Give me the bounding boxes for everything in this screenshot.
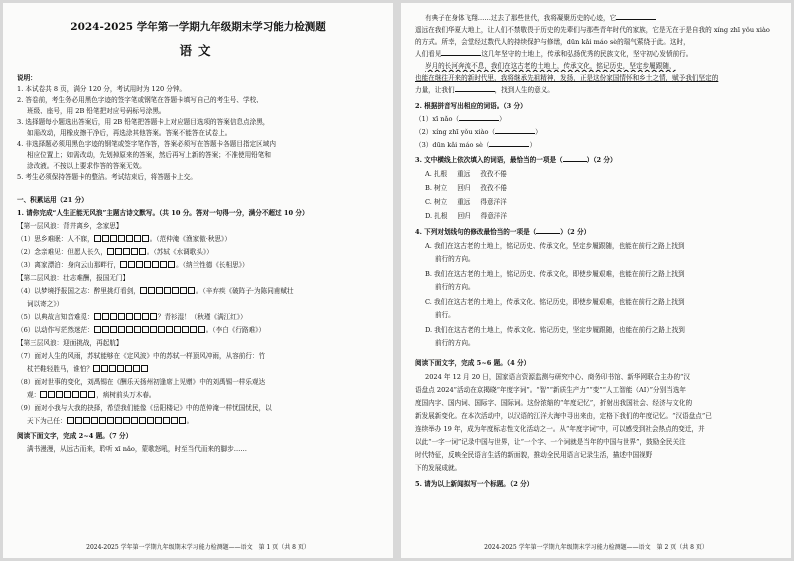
passage-line: 也能在继往开来的新时代里，我将继承先祖精神，发扬，正是这份家国情怀和乡土之情，赋予我们坚定的	[415, 74, 719, 82]
pinyin-item: （1）xī nǎo（ ）	[415, 115, 506, 123]
layer-heading: 【第二层风浪：壮志难酬，报国无门】	[17, 274, 130, 282]
option-c[interactable]: C. 树立 重远 得意洋洋	[425, 198, 507, 206]
fill-item-3: （3）离家漂泊：身向云山那畔行， 。（纳兰性德《长相思》）	[17, 261, 249, 269]
answer-blank[interactable]	[455, 85, 495, 92]
fill-item-4: （4）以梦境抒报国之志：醉里挑灯看剑， 。（辛弃疾《破阵子·为陈同甫赋壮	[17, 287, 294, 295]
news-line: 连续举办 19 年，成为年度标志性文化活动之一。从“年度字词”中，可以感受到社会热点的变迁，并	[415, 425, 705, 433]
option-a[interactable]: A. 扎根 重远 孜孜不倦	[425, 170, 507, 178]
note-line: 2. 答卷前，考生务必用黑色字迹的签字笔或钢笔在答题卡填写自己的考生号、学校、	[17, 96, 263, 104]
option-a-cont: 前行的方向。	[435, 255, 475, 263]
exam-page-1	[3, 3, 393, 558]
fill-item-7-cont: 杖芒鞋轻胜马，谁怕？	[27, 364, 381, 375]
note-line: 1. 本试卷共 8 页，满分 120 分，考试用时为 120 分钟。	[17, 85, 187, 93]
answer-box[interactable]	[140, 287, 147, 294]
fill-item-9-cont: 天下为己任： 。	[27, 417, 194, 425]
pinyin-item: （3）dūn kǎi máo sè（ ）	[415, 141, 537, 149]
reading-heading: 阅读下面文字，完成 5~6 题。（4 分）	[415, 359, 531, 367]
note-line: 涂改液。不按以上要求作答的答案无效。	[27, 162, 146, 170]
note-line: 如需改动，用橡皮擦干净后，再选涂其他答案。答案不能答在试卷上。	[27, 129, 232, 137]
passage-line: 的方式。所幸，会堂经过数代人的持续保护与修缮，dūn kǎi máo sè的瑞气萦绕于此。这时，	[415, 38, 690, 46]
fill-item-5: （5）以典故言知音难觅： ？青衫湿！（秋瑾《满江红》）	[17, 313, 247, 321]
answer-box[interactable]	[94, 313, 101, 320]
note-line: 5. 考生必须保持答题卡的整洁。考试结束后，将答题卡上交。	[17, 173, 197, 181]
news-line: 度国内字、国内词、国际字、国际词。这份浓缩的“年度记忆”，折射出我国社会、经济与文化的	[415, 399, 693, 407]
reading-heading: 阅读下面文字，完成 2~4 题。（7 分）	[17, 432, 133, 440]
answer-box[interactable]	[94, 326, 101, 333]
news-line: 以此“一字一词”记录中国与世界，让“一个字、一个词就是当年的中国与世界”，鼓励全民关注	[415, 438, 686, 446]
passage-line: 有典子在身体飞翔……过去了那些世代，我将凝聚历史的心迹，它	[425, 13, 779, 24]
layer-heading: 【第一层风浪：背井离乡，念家思】	[17, 222, 123, 230]
answer-box[interactable]	[107, 248, 114, 255]
notes-heading: 说明：	[17, 74, 37, 82]
fill-item-2: （2）念亲难见：但愿人长久， 。（苏轼《水调歌头》）	[17, 248, 213, 256]
option-b[interactable]: B. 我们在这古老的土地上，铭记历史、传承文化，即使步履艰难，也能在前行之路上找到	[425, 270, 685, 278]
layer-heading: 【第三层风浪：迎面挑战，再起航】	[17, 339, 123, 347]
section-heading: 一、积累运用（21 分）	[17, 196, 88, 204]
fill-item-7: （7）面对人生的风雨，苏轼能够在《定风波》中的苏轼一样顶风冲雨，从容前行：竹	[17, 352, 266, 360]
answer-blank[interactable]	[616, 13, 656, 20]
passage-line: 力量，让我们 ，找到人生的意义。	[415, 86, 554, 94]
question-4: 4. 下列对划线句的修改最恰当的一项是（ ）（2 分）	[415, 228, 591, 236]
answer-box[interactable]	[67, 417, 74, 424]
fill-item-1: （1）思乡难眠：人不寐， 。（范仲淹《渔家傲·秋思》）	[17, 235, 231, 243]
page-footer: 2024-2025 学年第一学期九年级期末学习能力检测题——语文 第 1 页（共 8 页）	[86, 544, 310, 551]
question-5: 5. 请为以上新闻拟写一个标题。（2 分）	[415, 480, 534, 488]
question-2: 2. 根据拼音写出相应的词语。（3 分）	[415, 102, 527, 110]
passage-line-underlined: 岁月的长河奔流不息，我们在这古老的土地上，传承文化，铭记历史，坚定步履跟随，	[425, 62, 676, 70]
note-line: 班级、座号，用 2B 铅笔把对应号码标号涂黑。	[27, 107, 166, 115]
question-3: 3. 文中横线上依次填入的词语，最恰当的一项是（ ）（2 分）	[415, 156, 617, 164]
answer-blank[interactable]	[563, 155, 587, 162]
note-line: 3. 选择题每小题选出答案后，用 2B 铅笔把答题卡上对应题目选项的答案信息点涂黑，	[17, 118, 270, 126]
option-c-cont: 前行。	[435, 311, 455, 319]
option-c[interactable]: C. 我们在这古老的土地上，传承文化、铭记历史，即使步履艰难，也能在前行之路上找到	[425, 298, 685, 306]
fill-item-9: （9）面对小我与大我的抉择，希望我们能像《岳阳楼记》中的范仲淹一样忧国忧民，以	[17, 404, 272, 412]
news-line: 下的发展成就。	[415, 464, 462, 472]
news-line: 语盘点 2024”活动在京揭晓“年度字词”。“智”“新质生产力”“变”“人工智能（AI）”分别当选年	[415, 386, 687, 394]
option-d[interactable]: D. 我们在这古老的土地上，传承文化、铭记历史，坚定步履跟随，也能在前行之路上找到	[425, 326, 685, 334]
page-footer: 2024-2025 学年第一学期九年级期末学习能力检测题——语文 第 2 页（共 8 页）	[484, 544, 708, 551]
answer-box[interactable]	[94, 235, 101, 242]
news-line: 新发展新变化。在本次活动中，以汉语的江洋大海中寻出来由，定格下我们的年度记忆。“汉语盘点”已	[415, 412, 712, 420]
exam-page-2	[401, 3, 791, 558]
note-line: 相应位置上；如需改动，先划掉原来的答案，然后再写上新的答案；不准使用铅笔和	[27, 151, 271, 159]
passage-line: 遥远在我们华夏大地上，让人们不禁敬畏于历史的先辈们与那些青年时代的家族，它是无在于是自我的 xíng zhī yǒu xiào	[415, 26, 770, 34]
fill-item-4-source: 词以寄之》）	[27, 300, 64, 308]
passage-line: 人们看见 这几年坚守的土地上，传承和弘扬优秀的民族文化，坚守初心发愤前行。	[415, 50, 693, 58]
answer-box[interactable]	[40, 391, 47, 398]
fill-item-8: （8）面对世事的变化，刘禹锡在《酬乐天扬州初逢席上见赠》中的刘禹锡一样乐观达	[17, 378, 266, 386]
option-d-cont: 前行的方向。	[435, 339, 475, 347]
exam-title: 2024-2025 学年第一学期九年级期末学习能力检测题	[70, 21, 326, 33]
option-a[interactable]: A. 我们在这古老的土地上，铭记历史、传承文化，坚定步履跟随，也能在前行之路上找到	[425, 242, 685, 250]
option-b[interactable]: B. 树立 回归 孜孜不倦	[425, 184, 507, 192]
news-line: 时代特征，反映全民语言生活的新面貌，推动全民用语言记录生活，描述中国视野	[415, 451, 653, 459]
subject-title: 语文	[179, 43, 217, 58]
answer-blank[interactable]	[459, 114, 499, 121]
answer-blank[interactable]	[536, 227, 560, 234]
answer-box[interactable]	[120, 261, 127, 268]
news-line: 2024 年 12 月 20 日，国家语言资源监测与研究中心、商务印书馆、新华网联合主办的“汉	[425, 373, 691, 381]
fill-item-8-cont: 观： ，病树前头万木春。	[27, 391, 156, 399]
answer-blank[interactable]	[495, 127, 535, 134]
passage-text: 满书漫漫，从远古而来，聆听 xī nǎo，蒙歌怒吼，时至当代而来的脚步……	[27, 445, 247, 453]
answer-blank[interactable]	[441, 49, 481, 56]
question-1: 1. 请你完成“人生正能无风浪”主题古诗文默写。（共 10 分。答对一句得一分，满分不超过 10 分）	[17, 209, 309, 217]
option-b-cont: 前行的方向。	[435, 283, 475, 291]
option-d[interactable]: D. 扎根 回归 得意洋洋	[425, 212, 507, 220]
note-line: 4. 非选择题必须用黑色字迹的钢笔或签字笔作答，答案必须写在答题卡各题目指定区域内	[17, 140, 276, 148]
fill-item-6: （6）以动作写茫然迷茫： 。（李白《行路难》）	[17, 326, 266, 334]
pinyin-item: （2）xíng zhī yǒu xiào（ ）	[415, 128, 542, 136]
answer-blank[interactable]	[489, 140, 529, 147]
answer-box[interactable]	[93, 365, 100, 372]
